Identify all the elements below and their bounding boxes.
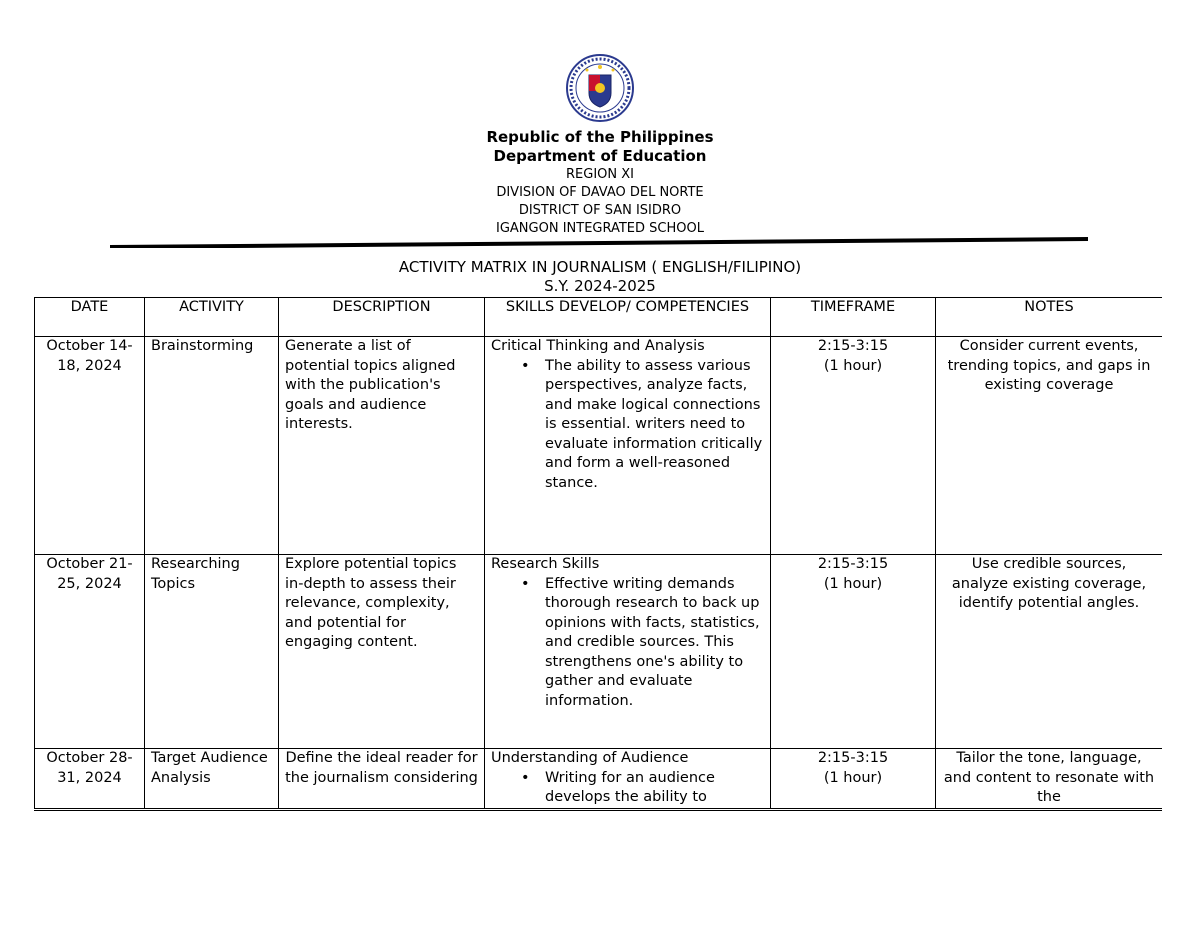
time-range: 2:15-3:15 (817, 750, 889, 766)
col-header-date: DATE (35, 298, 145, 337)
cell-activity: Target Audience Analysis (145, 749, 279, 809)
cell-notes: Use credible sources, analyze existing coverage, identify potential angles. (936, 555, 1163, 749)
skill-bullet: • Effective writing demands thorough research to back up opinions with facts, statistics, and credible sources. This strengthens one's ability to gather and evaluate information. (491, 575, 764, 712)
table-row (35, 337, 1163, 555)
skill-title: Research Skills (491, 556, 600, 572)
cell-notes: Consider current events, trending topics, and gaps in existing coverage (936, 337, 1163, 555)
cell-description: Explore potential topics in-depth to assess their relevance, complexity, and potential for engaging content. (279, 555, 485, 749)
cell-activity: Researching Topics (145, 555, 279, 749)
cell-timeframe (771, 337, 936, 555)
col-header-skills: SKILLS DEVELOP/ COMPETENCIES (485, 298, 771, 337)
skill-bullet: • Writing for an audience develops the ability to (491, 769, 764, 808)
division-name: DIVISION OF DAVAO DEL NORTE (496, 185, 704, 200)
country-name: Republic of the Philippines (486, 128, 714, 146)
cell-description: Define the ideal reader for the journalism considering (279, 749, 485, 809)
table-row (35, 749, 1163, 809)
cell-timeframe (771, 749, 936, 809)
time-duration: (1 hour) (823, 575, 883, 592)
skill-list (491, 769, 764, 808)
skill-list (491, 357, 764, 494)
skill-title: Understanding of Audience (491, 750, 689, 766)
cell-notes: Tailor the tone, language, and content to resonate with the (936, 749, 1163, 809)
district-name: DISTRICT OF SAN ISIDRO (518, 203, 682, 218)
col-header-notes: NOTES (936, 298, 1163, 337)
activity-matrix-table (34, 297, 1162, 811)
deped-seal-logo (565, 53, 635, 123)
table-row (35, 555, 1163, 749)
department-name: Department of Education (493, 147, 707, 165)
col-header-activity: ACTIVITY (145, 298, 279, 337)
skill-bullet: • The ability to assess various perspectives, analyze facts, and make logical connections is essential. writers need to evaluate information critically and form a well-reasoned stance. (491, 357, 764, 494)
school-name: IGANGON INTEGRATED SCHOOL (496, 221, 704, 236)
region-name: REGION XI (566, 167, 634, 182)
time-range: 2:15-3:15 (817, 338, 889, 354)
document-header (0, 128, 1200, 238)
skill-list (491, 575, 764, 712)
col-header-timeframe: TIMEFRAME (771, 298, 936, 337)
cell-date: October 28-31, 2024 (35, 749, 145, 809)
title-main: ACTIVITY MATRIX IN JOURNALISM ( ENGLISH/FILIPINO) (398, 258, 802, 276)
cell-skills (485, 337, 771, 555)
title-school-year: S.Y. 2024-2025 (544, 277, 656, 295)
table-header-row (35, 298, 1163, 337)
header-divider (110, 233, 1088, 245)
col-header-description: DESCRIPTION (279, 298, 485, 337)
time-duration: (1 hour) (823, 357, 883, 374)
cell-skills (485, 555, 771, 749)
skill-title: Critical Thinking and Analysis (491, 338, 705, 354)
cell-timeframe (771, 555, 936, 749)
document-title (0, 258, 1200, 296)
cell-activity: Brainstorming (145, 337, 279, 555)
cell-date: October 21-25, 2024 (35, 555, 145, 749)
time-duration: (1 hour) (823, 769, 883, 786)
cell-date: October 14-18, 2024 (35, 337, 145, 555)
time-range: 2:15-3:15 (817, 556, 889, 572)
cell-skills (485, 749, 771, 809)
cell-description: Generate a list of potential topics aligned with the publication's goals and audience interests. (279, 337, 485, 555)
